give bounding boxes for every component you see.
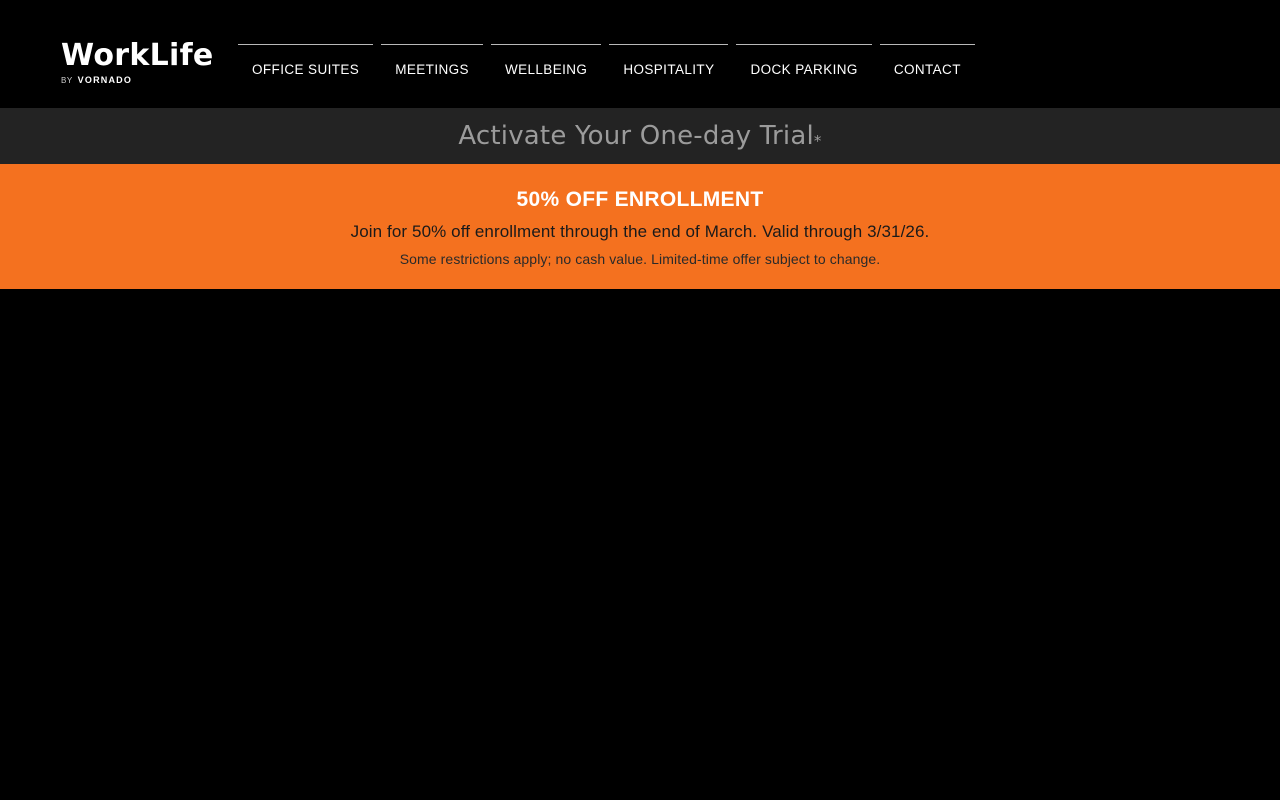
nav-item-label: DOCK PARKING <box>750 62 858 77</box>
logo-subtitle <box>61 75 261 85</box>
activate-trial-banner[interactable] <box>0 108 1280 164</box>
nav-item-contact[interactable] <box>880 44 975 77</box>
page-content-area <box>0 289 1280 800</box>
main-navigation <box>238 44 983 77</box>
nav-item-meetings[interactable] <box>381 44 483 77</box>
site-header <box>0 0 1280 108</box>
promo-banner <box>0 164 1280 289</box>
nav-item-label: WELLBEING <box>504 62 588 77</box>
nav-item-hospitality[interactable] <box>609 44 728 77</box>
nav-rule <box>381 44 483 45</box>
logo-by-text: BY <box>61 75 73 85</box>
nav-rule <box>880 44 975 45</box>
site-logo[interactable] <box>61 40 261 85</box>
promo-description: Join for 50% off enrollment through the end of March. Valid through 3/31/26. <box>350 222 930 241</box>
nav-rule <box>491 44 601 45</box>
promo-fine-print: Some restrictions apply; no cash value. Limited-time offer subject to change. <box>399 251 881 267</box>
nav-item-wellbeing[interactable] <box>491 44 601 77</box>
nav-item-label: CONTACT <box>893 62 961 77</box>
logo-brand-text: VORNADO <box>77 75 133 85</box>
nav-item-dock-parking[interactable] <box>736 44 871 77</box>
activate-trial-label <box>458 121 821 151</box>
activate-trial-text: Activate Your One-day Trial <box>458 121 814 151</box>
logo-wordmark: WorkLife <box>61 38 214 73</box>
nav-rule <box>609 44 728 45</box>
activate-trial-asterisk: * <box>813 132 822 150</box>
nav-item-office-suites[interactable] <box>238 44 373 77</box>
promo-title: 50% OFF ENROLLMENT <box>516 188 764 211</box>
nav-item-label: MEETINGS <box>395 62 469 77</box>
nav-item-label: HOSPITALITY <box>623 62 715 77</box>
nav-item-label: OFFICE SUITES <box>252 62 360 77</box>
nav-rule <box>736 44 871 45</box>
nav-rule <box>238 44 373 45</box>
